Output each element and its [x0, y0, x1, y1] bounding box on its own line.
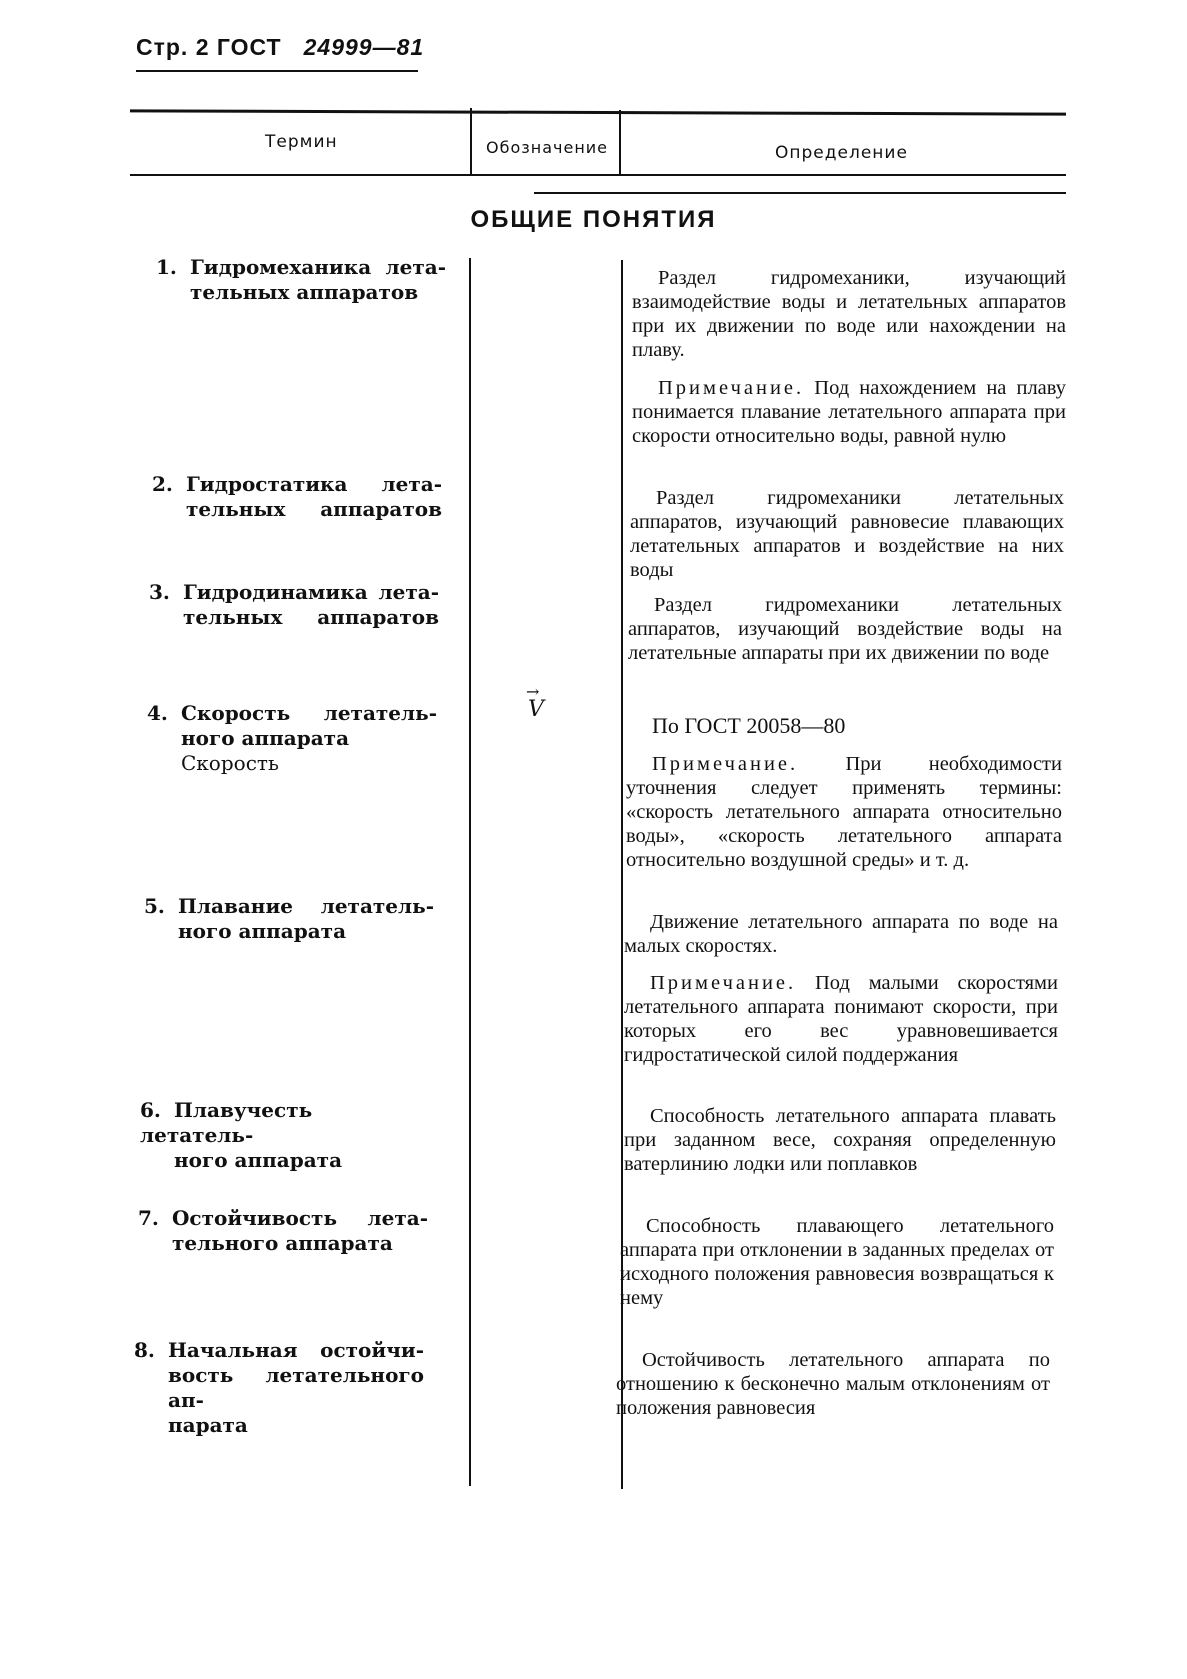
term-7 [138, 1206, 428, 1256]
definition-5 [624, 910, 1058, 958]
term-line: Плавучесть летатель- [140, 1098, 313, 1147]
term-8 [134, 1338, 424, 1438]
definition-3 [628, 593, 1062, 665]
col-divider-head-1 [470, 108, 472, 174]
note-text: Под малыми скоростями летательного аппарата понимают скорости, при которых его вес уравновешивается гидростатической силой поддержания [624, 972, 1058, 1066]
definition-text: Раздел гидромеханики, изучающий взаимодействие воды и летательных аппаратов при их движении по воде или нахождении на плаву. [632, 267, 1066, 361]
definition-1 [632, 266, 1066, 362]
note-label: Примечание. [652, 753, 799, 775]
term-line: Остойчивость лета- [172, 1206, 428, 1230]
term-line: ного аппарата [181, 726, 350, 750]
definition-7 [620, 1214, 1054, 1310]
definition-1-note [632, 376, 1066, 448]
term-number: 8. [134, 1338, 155, 1362]
term-short-form: Скорость [181, 751, 279, 775]
note-text: Под нахождением на плаву понимается плавание летательного аппарата при скорости относительно воды, равной нулю [632, 377, 1066, 447]
term-number: 7. [138, 1206, 159, 1230]
term-5 [144, 894, 434, 944]
term-line: тельного аппарата [172, 1231, 393, 1255]
column-heading-symbol: Обозначение [486, 138, 609, 157]
definition-text: Остойчивость летательного аппарата по отношению к бесконечно малым отклонениям от положения равновесия [616, 1349, 1050, 1419]
term-line: Гидродинамика лета- [183, 580, 439, 604]
section-title: ОБЩИЕ ПОНЯТИЯ [470, 206, 717, 233]
term-line: ного аппарата [174, 1148, 343, 1172]
term-number: 6. [140, 1098, 161, 1122]
definition-8 [616, 1348, 1050, 1420]
vector-arrow-icon: → [526, 682, 540, 701]
term-line: парата [168, 1413, 248, 1437]
header-underline [136, 70, 418, 72]
definition-text: Движение летательного аппарата по воде на малых скоростях. [624, 911, 1058, 957]
col-divider-head-2 [619, 110, 621, 176]
term-line: Гидромеханика лета- [190, 255, 446, 279]
col-divider-body-1 [469, 258, 471, 1486]
page-header [136, 34, 424, 61]
term-line: вость летательного ап- [168, 1363, 424, 1412]
term-line: Плавание летатель- [178, 894, 434, 918]
table-head-rule [130, 174, 1066, 176]
term-number: 2. [152, 472, 173, 496]
term-line: Скорость летатель- [181, 701, 437, 725]
term-6 [140, 1098, 430, 1173]
definition-4-note [626, 752, 1062, 872]
definition-text: Раздел гидромеханики летательных аппаратов, изучающий воздействие воды на летательные аппараты при их движении по воде [628, 594, 1062, 664]
term-number: 4. [147, 701, 168, 725]
definition-6 [624, 1104, 1056, 1176]
term-number: 3. [149, 580, 170, 604]
term-line: тельных аппаратов [190, 280, 419, 304]
term-2 [152, 472, 442, 522]
term-3 [149, 580, 439, 630]
term-line: ного аппарата [178, 919, 347, 943]
term-line: тельных аппаратов [186, 497, 442, 521]
doc-number: 24999—81 [303, 34, 425, 60]
definition-text: По ГОСТ 20058—80 [652, 713, 846, 738]
term-number: 1. [156, 255, 177, 279]
velocity-letter: V [528, 697, 544, 722]
term-line: тельных аппаратов [183, 605, 439, 629]
term-1 [156, 255, 446, 305]
term-line: Гидростатика лета- [186, 472, 442, 496]
definition-4 [626, 714, 1062, 738]
term-4 [147, 701, 437, 776]
term-line: Начальная остойчи- [168, 1338, 424, 1362]
table-head-rule-lower [534, 192, 1066, 194]
definition-5-note [624, 971, 1058, 1067]
definition-text: Способность плавающего летательного аппарата при отклонении в заданных пределах от исходного положения равновесия возвращаться к нему [620, 1215, 1054, 1309]
column-heading-term: Термин [265, 132, 338, 152]
note-text: При необходимости уточнения следует применять термины: «скорость летательного аппарата относительно воды», «скорость летательного аппарата относительно воздушной среды» и т. д. [626, 753, 1062, 871]
definition-2 [630, 486, 1064, 582]
table-top-rule [130, 109, 1066, 115]
definition-text: Раздел гидромеханики летательных аппаратов, изучающий равновесие плавающих летательных аппаратов и воздействие на них воды [630, 487, 1064, 581]
velocity-symbol [526, 682, 544, 722]
definition-text: Способность летательного аппарата плавать при заданном весе, сохраняя определенную ватерлинию лодки или поплавков [624, 1105, 1056, 1175]
term-number: 5. [144, 894, 165, 918]
column-heading-definition: Определение [775, 143, 908, 163]
page-label: Стр. 2 ГОСТ [136, 34, 282, 60]
note-label: Примечание. [658, 377, 805, 399]
note-label: Примечание. [650, 972, 797, 994]
